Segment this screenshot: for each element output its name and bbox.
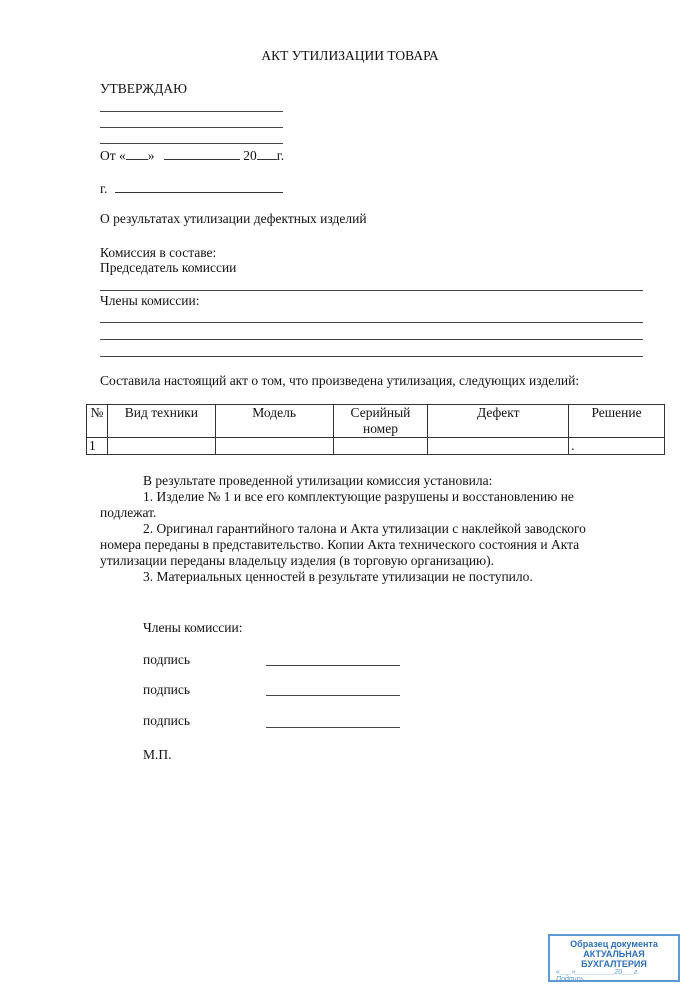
subject-text: О результатах утилизации дефектных изделий [100,211,367,226]
signature-label-2: подпись [143,682,191,697]
signatures-members-label: Члены комиссии: [143,620,243,635]
commission-label: Комиссия в составе: [100,245,217,260]
chairman-label: Председатель комиссии [100,260,237,275]
date-month-blank [164,147,240,160]
header-decision: Решение [569,405,665,438]
chairman-line [100,290,643,291]
finding-1-line-2: подлежат. [100,505,157,520]
approve-label: УТВЕРЖДАЮ [100,81,188,96]
cell-type [107,438,215,455]
stamp-line-4: Подпись [556,976,584,983]
stamp-line-2: АКТУАЛЬНАЯ БУХГАЛТЕРИЯ [581,949,647,969]
approve-line-2 [100,127,283,128]
member-line-1 [100,322,643,323]
sample-stamp [548,934,680,982]
date-suffix: г. [276,148,285,163]
findings-intro: В результате проведенной утилизации комиссия установила: [143,473,493,488]
page-title: АКТ УТИЛИЗАЦИИ ТОВАРА [261,48,439,63]
finding-2-line-3: утилизации переданы владельцу изделия (в торговую организацию). [100,553,495,568]
table-row [87,438,665,455]
header-type: Вид техники [107,405,215,438]
seal-label: М.П. [143,747,172,762]
approve-line-3 [100,143,283,144]
table-header-row [87,405,665,438]
finding-3: 3. Материальных ценностей в результате утилизации не поступило. [143,569,533,584]
date-year-blank [257,147,277,160]
city-line [100,180,283,197]
city-prefix: г. [100,181,108,196]
date-prefix: От « [100,148,126,163]
cell-number: 1 [87,438,108,455]
signature-label-1: подпись [143,652,191,667]
signature-line-3 [266,727,400,728]
stamp-line-1: Образец документа [570,939,658,949]
cell-decision: . [569,438,665,455]
finding-2-line-2: номера переданы в представительство. Копии Акта технического состояния и Акта [100,537,580,552]
header-number: № [87,405,108,438]
finding-1-line-1: 1. Изделие № 1 и все его комплектующие разрушены и восстановлению не [143,489,574,504]
approve-line-1 [100,111,283,112]
header-serial: Серийный номер [333,405,428,438]
signature-label-3: подпись [143,713,191,728]
finding-2-line-1: 2. Оригинал гарантийного талона и Акта утилизации с наклейкой заводского [143,521,586,536]
member-line-2 [100,339,643,340]
date-year: 20 [243,148,257,163]
members-label: Члены комиссии: [100,293,200,308]
approve-date [100,147,284,164]
stamp-line-3: «___»__________20___г. [556,969,640,976]
cell-defect [428,438,569,455]
member-line-3 [100,356,643,357]
signature-line-2 [266,695,400,696]
signature-line-1 [266,665,400,666]
date-mid: » [147,148,155,163]
items-table [86,404,665,455]
cell-serial [333,438,428,455]
cell-model [215,438,333,455]
header-model: Модель [215,405,333,438]
statement-text: Составила настоящий акт о том, что произведена утилизация, следующих изделий: [100,373,580,388]
date-day-blank [126,147,148,160]
header-defect: Дефект [428,405,569,438]
city-blank [115,180,283,193]
